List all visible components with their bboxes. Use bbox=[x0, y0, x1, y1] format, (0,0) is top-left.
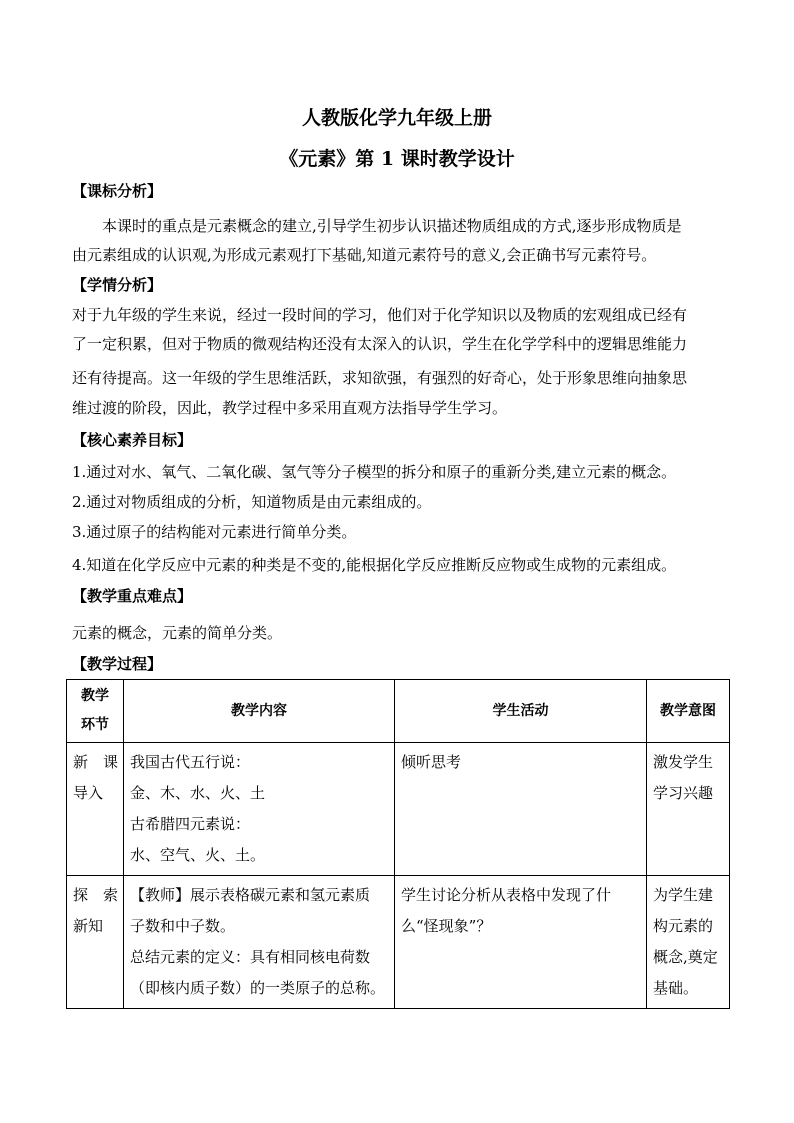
goal-item-3: 3.通过原子的结构能对元素进行简单分类。 bbox=[72, 523, 357, 541]
row-2-intent-line-1: 为学生建 bbox=[653, 886, 714, 904]
row-2-intent bbox=[647, 876, 730, 1009]
row-1-stage bbox=[67, 743, 124, 876]
row-1-stage-line-2: 导入 bbox=[73, 784, 104, 802]
row-2-content bbox=[124, 876, 395, 1009]
goal-item-4: 4.知道在化学反应中元素的种类是不变的,能根据化学反应推断反应物或生成物的元素组成。 bbox=[72, 556, 677, 574]
row-1-content-line-1: 我国古代五行说： bbox=[130, 753, 251, 771]
students-line-2: 了一定积累，但对于物质的微观结构还没有太深入的认识，学生在化学学科中的逻辑思维能力 bbox=[72, 335, 688, 353]
row-2-intent-line-3: 概念,奠定 bbox=[653, 948, 718, 966]
row-2-activity bbox=[395, 876, 647, 1009]
teaching-process-table bbox=[66, 679, 730, 1009]
row-2-content-line-3: 总结元素的定义：具有相同核电荷数 bbox=[130, 948, 371, 966]
key-points-text: 元素的概念，元素的简单分类。 bbox=[72, 624, 283, 642]
section-heading-goals: 【核心素养目标】 bbox=[72, 431, 193, 449]
curriculum-line-1: 本课时的重点是元素概念的建立,引导学生初步认识描述物质组成的方式,逐步形成物质是 bbox=[102, 217, 682, 235]
row-2-content-line-2: 子数和中子数。 bbox=[130, 917, 236, 935]
header-stage-line-2: 环节 bbox=[81, 717, 109, 733]
header-stage bbox=[67, 680, 124, 743]
section-heading-curriculum: 【课标分析】 bbox=[72, 182, 163, 200]
header-stage-line-1: 教学 bbox=[81, 688, 109, 704]
row-2-activity-line-1: 学生讨论分析从表格中发现了什 bbox=[401, 886, 612, 904]
section-heading-process: 【教学过程】 bbox=[72, 655, 163, 673]
table-row bbox=[67, 743, 730, 876]
goal-item-1: 1.通过对水、氧气、二氧化碳、氢气等分子模型的拆分和原子的重新分类,建立元素的概念。 bbox=[72, 463, 677, 481]
students-line-1: 对于九年级的学生来说，经过一段时间的学习，他们对于化学知识以及物质的宏观组成已经有 bbox=[72, 306, 688, 324]
row-1-intent-line-1: 激发学生 bbox=[653, 753, 714, 771]
row-2-activity-line-2: 么“怪现象”？ bbox=[401, 917, 492, 935]
header-content: 教学内容 bbox=[124, 680, 395, 743]
row-2-content-line-1: 【教师】展示表格碳元素和氢元素质 bbox=[130, 886, 371, 904]
goal-item-2: 2.通过对物质组成的分析，知道物质是由元素组成的。 bbox=[72, 493, 432, 511]
section-heading-students: 【学情分析】 bbox=[72, 276, 163, 294]
row-1-activity-line-1: 倾听思考 bbox=[401, 753, 462, 771]
row-1-stage-line-1: 新 课 bbox=[73, 753, 119, 771]
header-intent: 教学意图 bbox=[647, 680, 730, 743]
row-2-content-line-4: （即核内质子数）的一类原子的总称。 bbox=[130, 979, 386, 997]
row-2-intent-line-2: 构元素的 bbox=[653, 917, 714, 935]
document-subtitle: 《元素》第 1 课时教学设计 bbox=[279, 148, 515, 170]
row-1-activity bbox=[395, 743, 647, 876]
curriculum-line-2: 由元素组成的认识观,为形成元素观打下基础,知道元素符号的意义,会正确书写元素符号。 bbox=[72, 246, 657, 264]
students-line-4: 维过渡的阶段，因此，教学过程中多采用直观方法指导学生学习。 bbox=[72, 399, 508, 417]
row-2-stage bbox=[67, 876, 124, 1009]
table-header-row bbox=[67, 680, 730, 743]
document-title: 人教版化学九年级上册 bbox=[301, 107, 492, 129]
row-2-stage-line-2: 新知 bbox=[73, 917, 104, 935]
row-2-intent-line-4: 基础。 bbox=[653, 979, 699, 997]
row-1-intent-line-2: 学习兴趣 bbox=[653, 784, 714, 802]
table-row bbox=[67, 876, 730, 1009]
row-2-stage-line-1: 探 索 bbox=[73, 886, 119, 904]
row-1-content-line-2: 金、木、水、火、土 bbox=[130, 784, 266, 802]
row-1-intent bbox=[647, 743, 730, 876]
section-heading-key-points: 【教学重点难点】 bbox=[72, 587, 193, 605]
row-1-content-line-4: 水、空气、火、土。 bbox=[130, 846, 266, 864]
row-1-content bbox=[124, 743, 395, 876]
row-1-content-line-3: 古希腊四元素说： bbox=[130, 815, 251, 833]
header-activity: 学生活动 bbox=[395, 680, 647, 743]
students-line-3: 还有待提高。这一年级的学生思维活跃，求知欲强，有强烈的好奇心，处于形象思维向抽象思 bbox=[72, 369, 688, 387]
